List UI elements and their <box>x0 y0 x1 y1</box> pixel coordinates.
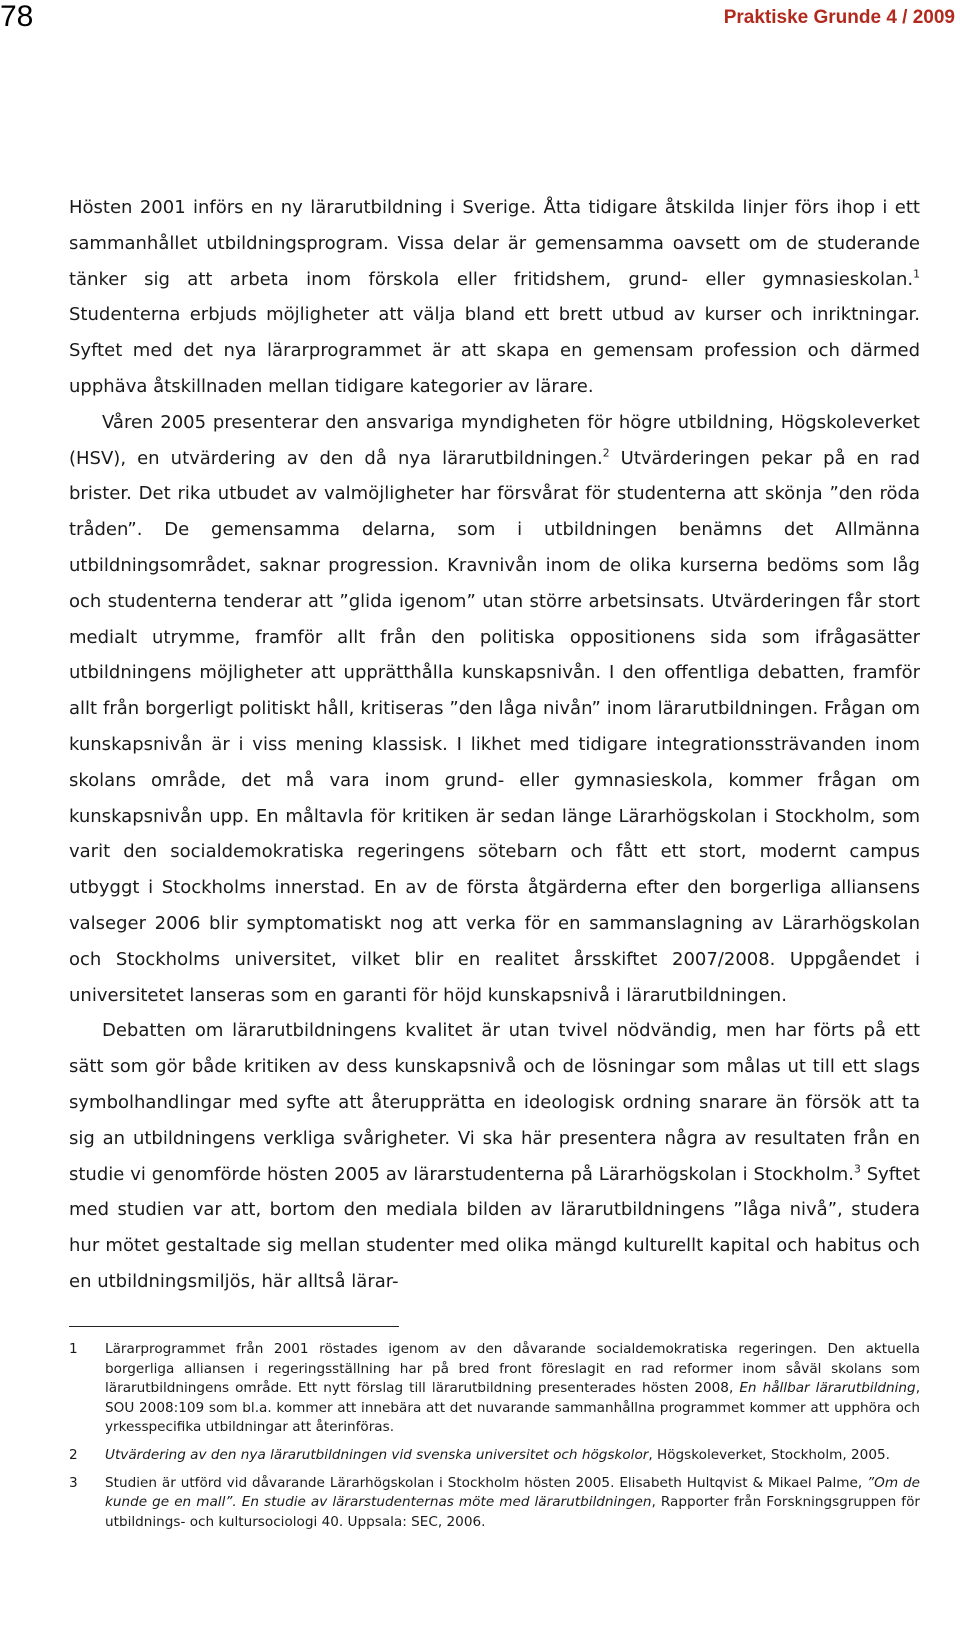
paragraph-3-part-a: Debatten om lärarutbildningens kvalitet är utan tvivel nödvändig, men har förts på ett sätt som gör både kritiken av dess kunskapsnivå och de lösningar som målas ut till ett slags symbolhandlingar med syfte att återupprätta en ideologisk ordning snarare än försök att ta sig an utbildningens verkliga svårigheter. Vi ska här presentera några av resultaten från en studie vi genomförde hösten 2005 av lärarstudenterna på Lärarhögskolan i Stockholm. <box>69 1020 920 1185</box>
page-number: 78 <box>0 0 34 33</box>
paragraph-1-part-b: Studenterna erbjuds möjligheter att välja bland ett brett utbud av kurser och inriktningar. Syftet med det nya lärarprogrammet är att skapa en gemensam profession och därmed upphäva åtskillnaden mellan tidigare kategorier av lärare. <box>69 304 920 397</box>
footnote-1-title: En hållbar lärarutbildning <box>739 1380 916 1397</box>
running-head: Praktiske Grunde 4 / 2009 <box>723 7 955 28</box>
paragraph-1-part-a: Hösten 2001 införs en ny lärarutbildning i Sverige. Åtta tidigare åtskilda linjer förs ihop i ett sammanhållet utbildningsprogram. Vissa delar är gemensamma oavsett om de studerande tänker sig att arbeta inom förskola eller fritidshem, grund- eller gymnasieskolan. <box>69 197 920 290</box>
paragraph-3-part-b: Syftet med studien var att, bortom den mediala bilden av lärarutbildningens ”låga nivå”, studera hur mötet gestaltade sig mellan studenter med olika mängd kulturellt kapital och habitus och en utbildningsmiljös, här alltså lärar- <box>69 1163 920 1292</box>
footnote-number: 3 <box>69 1474 78 1491</box>
footnote-3-part-b: , Rapporter från Forskningsgruppen för utbildnings- och kultursociologi 40. Uppsala: SEC, 2006. <box>105 1494 920 1530</box>
paragraph-2-part-b: Utvärderingen pekar på en rad brister. Det rika utbudet av valmöjligheter har försvårat för studenterna att skönja ”den röda tråden”. De gemensamma delarna, som i utbildningen benämns det Allmänna utbildningsområdet, saknar progression. Kravnivån inom de olika kurserna bedöms som låg och studenterna tenderar att ”glida igenom” utan större arbetsinsats. Utvärderingen får stort medialt utrymme, framför allt från den politiska oppositionens sida som ifrågasätter utbildningens möjligheter att upprätthålla kunskapsnivån. I den offentliga debatten, framför allt från borgerligt politiskt håll, kritiseras ”den låga nivån” inom lärarutbildningen. Frågan om kunskapsnivån är i viss mening klassisk. I likhet med tidigare integrationssträvanden inom skolans område, det må vara inom grund- eller gymnasieskola, kommer frågan om kunskapsnivån upp. En måltavla för kritiken är sedan länge Lärarhögskolan i Stockholm, som varit den socialdemokratiska regeringens sötebarn och fått ett stort, modernt campus utbyggt i Stockholms innerstad. En av de första åtgärderna efter den borgerliga alliansens valseger 2006 blir symptomatiskt nog att verka för en sammanslagning av Lärarhögskolan och Stockholms universitet, vilket blir en realitet årsskiftet 2007/2008. Uppgåendet i universitetet lanseras som en garanti för höjd kunskapsnivå i lärarutbildningen. <box>69 447 920 1006</box>
article-body <box>69 190 920 1300</box>
footnote-number: 1 <box>69 1341 78 1357</box>
footnotes <box>69 1340 920 1540</box>
footnote-ref-1: 1 <box>913 267 920 281</box>
footnote-ref-2: 2 <box>602 446 610 460</box>
footnote-text <box>105 1340 920 1438</box>
paragraph-1 <box>69 190 920 405</box>
paragraph-3 <box>69 1013 920 1299</box>
footnote-number: 2 <box>69 1446 78 1463</box>
footnote-2 <box>69 1446 920 1466</box>
footnote-2-title: Utvärdering av den nya lärarutbildningen vid svenska universitet och högskolor <box>105 1446 649 1463</box>
footnote-1-part-b: , SOU 2008:109 som bl.a. kommer att innebära att det nuvarande sammanhållna programmet kommer att upphöra och yrkesspecifika utbildningar att återinföras. <box>105 1380 921 1436</box>
footnote-ref-3: 3 <box>853 1161 861 1175</box>
footnote-1 <box>69 1340 920 1438</box>
footnote-2-part-b: , Högskoleverket, Stockholm, 2005. <box>648 1446 890 1463</box>
paragraph-2 <box>69 405 920 1014</box>
footnote-text <box>105 1474 920 1533</box>
footnote-1-part-a: Lärarprogrammet från 2001 röstades igenom av den dåvarande socialdemokratiska regeringen. Den aktuella borgerliga alliansen i regeringsställning har på bred front föreslagit en rad reformer inom såväl skolans som lärarutbildningens område. Ett nytt förslag till lärarutbildning presenterades hösten 2008, <box>105 1341 920 1397</box>
footnote-3-title: ”Om de kunde ge en mall”. En studie av lärarstudenternas möte med lärarutbildningen <box>105 1474 920 1511</box>
footnote-3-part-a: Studien är utförd vid dåvarande Lärarhögskolan i Stockholm hösten 2005. Elisabeth Hultqvist & Mikael Palme, <box>105 1474 868 1491</box>
footnote-text <box>105 1446 920 1466</box>
paragraph-2-part-a: Våren 2005 presenterar den ansvariga myndigheten för högre utbildning, Högskoleverket (HSV), en utvärdering av den då nya lärarutbildningen. <box>69 411 920 469</box>
footnote-divider <box>69 1326 399 1327</box>
footnote-3 <box>69 1474 920 1533</box>
